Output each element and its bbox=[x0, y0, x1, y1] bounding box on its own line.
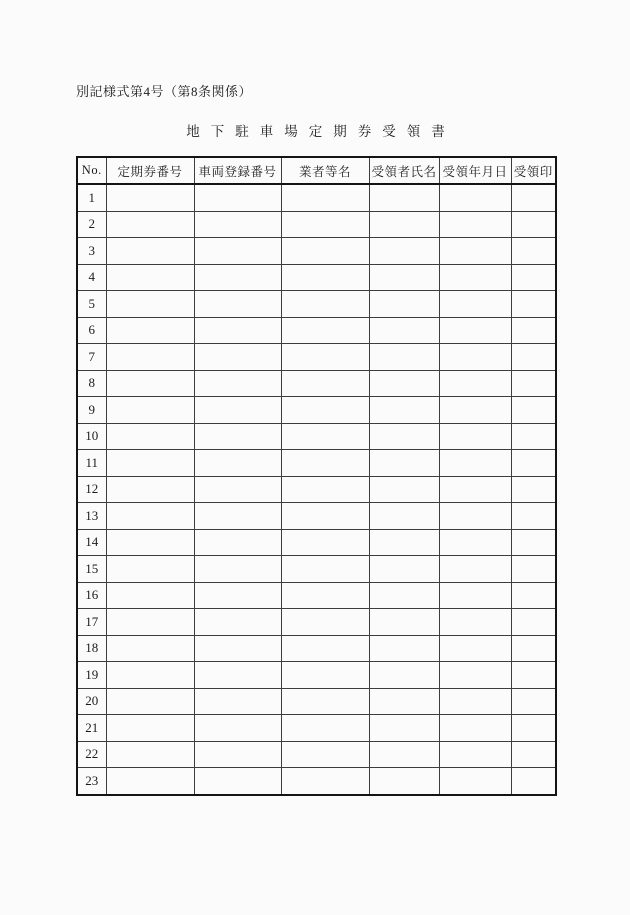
empty-form-cell bbox=[281, 635, 369, 662]
empty-form-cell bbox=[194, 344, 281, 371]
row-number-cell: 8 bbox=[77, 370, 106, 397]
column-header-6: 受領印 bbox=[511, 157, 556, 184]
empty-form-cell bbox=[194, 238, 281, 265]
table-row bbox=[77, 344, 556, 371]
empty-form-cell bbox=[194, 635, 281, 662]
empty-form-cell bbox=[369, 423, 439, 450]
empty-form-cell bbox=[511, 344, 556, 371]
empty-form-cell bbox=[369, 370, 439, 397]
form-id-label: 別記様式第4号（第8条関係） bbox=[76, 84, 253, 99]
empty-form-cell bbox=[439, 609, 511, 636]
table-row bbox=[77, 662, 556, 689]
row-number-cell: 4 bbox=[77, 264, 106, 291]
table-row bbox=[77, 264, 556, 291]
empty-form-cell bbox=[106, 423, 194, 450]
empty-form-cell bbox=[106, 317, 194, 344]
empty-form-cell bbox=[194, 450, 281, 477]
row-number-cell: 14 bbox=[77, 529, 106, 556]
empty-form-cell bbox=[106, 291, 194, 318]
empty-form-cell bbox=[439, 529, 511, 556]
empty-form-cell bbox=[369, 529, 439, 556]
empty-form-cell bbox=[511, 582, 556, 609]
header-row bbox=[77, 157, 556, 184]
empty-form-cell bbox=[106, 264, 194, 291]
empty-form-cell bbox=[369, 450, 439, 477]
empty-form-cell bbox=[511, 529, 556, 556]
table-row bbox=[77, 556, 556, 583]
row-number-cell: 18 bbox=[77, 635, 106, 662]
empty-form-cell bbox=[281, 184, 369, 211]
empty-form-cell bbox=[439, 370, 511, 397]
empty-form-cell bbox=[281, 503, 369, 530]
row-number-cell: 10 bbox=[77, 423, 106, 450]
empty-form-cell bbox=[439, 715, 511, 742]
empty-form-cell bbox=[439, 264, 511, 291]
empty-form-cell bbox=[511, 291, 556, 318]
empty-form-cell bbox=[106, 503, 194, 530]
column-header-0: No. bbox=[77, 157, 106, 184]
empty-form-cell bbox=[439, 450, 511, 477]
empty-form-cell bbox=[194, 688, 281, 715]
empty-form-cell bbox=[194, 423, 281, 450]
empty-form-cell bbox=[369, 264, 439, 291]
table-row bbox=[77, 317, 556, 344]
empty-form-cell bbox=[106, 556, 194, 583]
empty-form-cell bbox=[439, 503, 511, 530]
column-header-3: 業者等名 bbox=[281, 157, 369, 184]
empty-form-cell bbox=[511, 397, 556, 424]
table-body bbox=[77, 184, 556, 795]
empty-form-cell bbox=[281, 662, 369, 689]
row-number-cell: 20 bbox=[77, 688, 106, 715]
empty-form-cell bbox=[511, 370, 556, 397]
empty-form-cell bbox=[281, 768, 369, 795]
empty-form-cell bbox=[511, 317, 556, 344]
row-number-cell: 13 bbox=[77, 503, 106, 530]
empty-form-cell bbox=[369, 556, 439, 583]
column-header-4: 受領者氏名 bbox=[369, 157, 439, 184]
table-row bbox=[77, 582, 556, 609]
row-number-cell: 12 bbox=[77, 476, 106, 503]
empty-form-cell bbox=[281, 741, 369, 768]
row-number-cell: 1 bbox=[77, 184, 106, 211]
empty-form-cell bbox=[281, 344, 369, 371]
empty-form-cell bbox=[369, 184, 439, 211]
row-number-cell: 2 bbox=[77, 211, 106, 238]
empty-form-cell bbox=[281, 715, 369, 742]
empty-form-cell bbox=[281, 238, 369, 265]
empty-form-cell bbox=[439, 344, 511, 371]
empty-form-cell bbox=[439, 662, 511, 689]
empty-form-cell bbox=[369, 344, 439, 371]
empty-form-cell bbox=[194, 291, 281, 318]
table-row bbox=[77, 529, 556, 556]
empty-form-cell bbox=[106, 529, 194, 556]
empty-form-cell bbox=[369, 238, 439, 265]
empty-form-cell bbox=[511, 556, 556, 583]
empty-form-cell bbox=[369, 768, 439, 795]
empty-form-cell bbox=[511, 768, 556, 795]
empty-form-cell bbox=[439, 423, 511, 450]
empty-form-cell bbox=[106, 741, 194, 768]
row-number-cell: 5 bbox=[77, 291, 106, 318]
empty-form-cell bbox=[194, 556, 281, 583]
table-row bbox=[77, 768, 556, 795]
empty-form-cell bbox=[281, 397, 369, 424]
empty-form-cell bbox=[106, 635, 194, 662]
empty-form-cell bbox=[194, 609, 281, 636]
empty-form-cell bbox=[369, 715, 439, 742]
empty-form-cell bbox=[106, 370, 194, 397]
table-row bbox=[77, 688, 556, 715]
empty-form-cell bbox=[106, 609, 194, 636]
empty-form-cell bbox=[281, 609, 369, 636]
column-header-5: 受領年月日 bbox=[439, 157, 511, 184]
empty-form-cell bbox=[194, 184, 281, 211]
empty-form-cell bbox=[369, 317, 439, 344]
empty-form-cell bbox=[511, 688, 556, 715]
row-number-cell: 22 bbox=[77, 741, 106, 768]
empty-form-cell bbox=[106, 450, 194, 477]
empty-form-cell bbox=[106, 715, 194, 742]
empty-form-cell bbox=[194, 211, 281, 238]
table-row bbox=[77, 291, 556, 318]
column-header-1: 定期券番号 bbox=[106, 157, 194, 184]
empty-form-cell bbox=[106, 768, 194, 795]
column-header-2: 車両登録番号 bbox=[194, 157, 281, 184]
empty-form-cell bbox=[369, 397, 439, 424]
empty-form-cell bbox=[439, 476, 511, 503]
empty-form-cell bbox=[439, 768, 511, 795]
empty-form-cell bbox=[106, 662, 194, 689]
empty-form-cell bbox=[369, 582, 439, 609]
empty-form-cell bbox=[281, 264, 369, 291]
empty-form-cell bbox=[281, 211, 369, 238]
empty-form-cell bbox=[194, 715, 281, 742]
row-number-cell: 9 bbox=[77, 397, 106, 424]
empty-form-cell bbox=[511, 635, 556, 662]
empty-form-cell bbox=[106, 582, 194, 609]
empty-form-cell bbox=[194, 503, 281, 530]
table-row bbox=[77, 476, 556, 503]
empty-form-cell bbox=[106, 344, 194, 371]
row-number-cell: 7 bbox=[77, 344, 106, 371]
empty-form-cell bbox=[281, 423, 369, 450]
empty-form-cell bbox=[106, 397, 194, 424]
table-row bbox=[77, 238, 556, 265]
empty-form-cell bbox=[439, 291, 511, 318]
table-row bbox=[77, 609, 556, 636]
row-number-cell: 19 bbox=[77, 662, 106, 689]
row-number-cell: 15 bbox=[77, 556, 106, 583]
row-number-cell: 3 bbox=[77, 238, 106, 265]
empty-form-cell bbox=[511, 476, 556, 503]
table-row bbox=[77, 741, 556, 768]
empty-form-cell bbox=[369, 476, 439, 503]
empty-form-cell bbox=[439, 397, 511, 424]
empty-form-cell bbox=[511, 423, 556, 450]
empty-form-cell bbox=[439, 741, 511, 768]
empty-form-cell bbox=[439, 238, 511, 265]
empty-form-cell bbox=[281, 370, 369, 397]
empty-form-cell bbox=[194, 741, 281, 768]
empty-form-cell bbox=[369, 741, 439, 768]
empty-form-cell bbox=[511, 264, 556, 291]
empty-form-cell bbox=[369, 503, 439, 530]
empty-form-cell bbox=[194, 317, 281, 344]
empty-form-cell bbox=[281, 582, 369, 609]
empty-form-cell bbox=[439, 556, 511, 583]
table-row bbox=[77, 397, 556, 424]
row-number-cell: 6 bbox=[77, 317, 106, 344]
empty-form-cell bbox=[194, 264, 281, 291]
empty-form-cell bbox=[511, 715, 556, 742]
table-row bbox=[77, 503, 556, 530]
empty-form-cell bbox=[194, 476, 281, 503]
empty-form-cell bbox=[106, 476, 194, 503]
empty-form-cell bbox=[439, 211, 511, 238]
empty-form-cell bbox=[194, 529, 281, 556]
empty-form-cell bbox=[439, 582, 511, 609]
empty-form-cell bbox=[369, 211, 439, 238]
table-row bbox=[77, 715, 556, 742]
empty-form-cell bbox=[439, 688, 511, 715]
empty-form-cell bbox=[369, 609, 439, 636]
empty-form-cell bbox=[369, 662, 439, 689]
empty-form-cell bbox=[281, 291, 369, 318]
row-number-cell: 23 bbox=[77, 768, 106, 795]
row-number-cell: 21 bbox=[77, 715, 106, 742]
empty-form-cell bbox=[369, 688, 439, 715]
table-row bbox=[77, 184, 556, 211]
empty-form-cell bbox=[511, 184, 556, 211]
empty-form-cell bbox=[281, 556, 369, 583]
page-title: 地下駐車場定期券受領書 bbox=[186, 124, 456, 139]
empty-form-cell bbox=[511, 211, 556, 238]
receipt-table bbox=[76, 156, 557, 796]
empty-form-cell bbox=[281, 529, 369, 556]
empty-form-cell bbox=[194, 768, 281, 795]
empty-form-cell bbox=[511, 503, 556, 530]
empty-form-cell bbox=[106, 688, 194, 715]
empty-form-cell bbox=[194, 370, 281, 397]
empty-form-cell bbox=[194, 397, 281, 424]
empty-form-cell bbox=[281, 317, 369, 344]
row-number-cell: 17 bbox=[77, 609, 106, 636]
table-row bbox=[77, 423, 556, 450]
empty-form-cell bbox=[194, 662, 281, 689]
empty-form-cell bbox=[511, 238, 556, 265]
empty-form-cell bbox=[281, 688, 369, 715]
empty-form-cell bbox=[439, 635, 511, 662]
table-row bbox=[77, 370, 556, 397]
empty-form-cell bbox=[511, 450, 556, 477]
empty-form-cell bbox=[281, 450, 369, 477]
table-row bbox=[77, 450, 556, 477]
empty-form-cell bbox=[511, 609, 556, 636]
row-number-cell: 16 bbox=[77, 582, 106, 609]
empty-form-cell bbox=[106, 211, 194, 238]
row-number-cell: 11 bbox=[77, 450, 106, 477]
empty-form-cell bbox=[281, 476, 369, 503]
empty-form-cell bbox=[106, 184, 194, 211]
table-row bbox=[77, 211, 556, 238]
empty-form-cell bbox=[369, 635, 439, 662]
empty-form-cell bbox=[106, 238, 194, 265]
empty-form-cell bbox=[511, 662, 556, 689]
empty-form-cell bbox=[369, 291, 439, 318]
empty-form-cell bbox=[439, 317, 511, 344]
empty-form-cell bbox=[511, 741, 556, 768]
empty-form-cell bbox=[194, 582, 281, 609]
table-row bbox=[77, 635, 556, 662]
empty-form-cell bbox=[439, 184, 511, 211]
